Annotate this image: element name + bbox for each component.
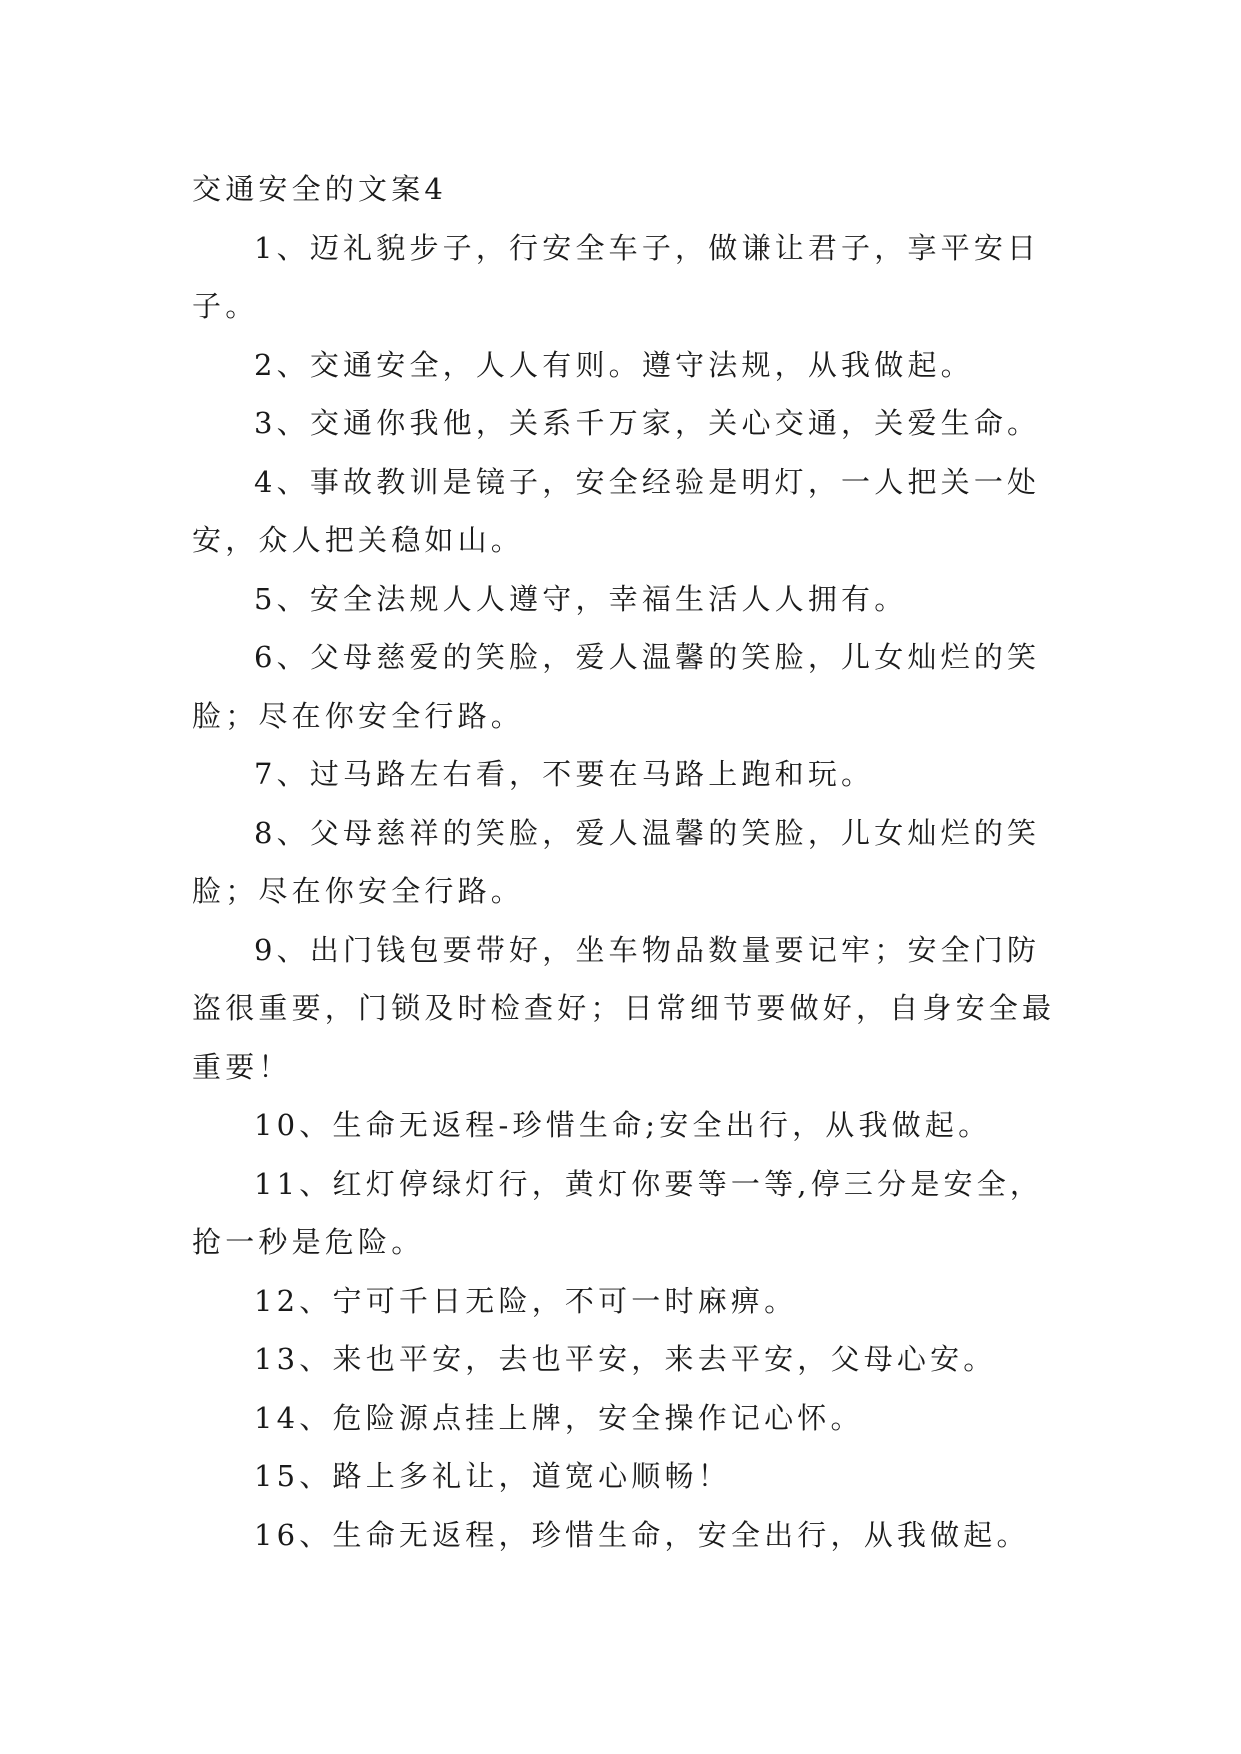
slogan-item: 7、过马路左右看，不要在马路上跑和玩。 [254, 757, 875, 791]
slogan-item: 1、迈礼貌步子，行安全车子，做谦让君子，享平安日子。 [192, 230, 1041, 323]
slogan-item: 14、危险源点挂上牌，安全操作记心怀。 [254, 1400, 864, 1435]
slogan-item: 15、路上多礼让，道宽心顺畅！ [254, 1459, 731, 1493]
slogan-item: 2、交通安全，人人有则。遵守法规，从我做起。 [254, 347, 974, 382]
slogan-item: 13、来也平安，去也平安，来去平安，父母心安。 [254, 1342, 997, 1376]
slogan-item: 6、父母慈爱的笑脸，爱人温馨的笑脸，儿女灿烂的笑脸；尽在你安全行路。 [192, 640, 1041, 733]
slogan-item: 9、出门钱包要带好，坐车物品数量要记牢；安全门防盗很重要，门锁及时检查好；日常细节要做好，自身安全最重要！ [192, 932, 1056, 1084]
slogan-item: 12、宁可千日无险，不可一时麻痹。 [254, 1283, 798, 1318]
slogan-item: 11、红灯停绿灯行，黄灯你要等一等,停三分是安全，抢一秒是危险。 [192, 1166, 1044, 1259]
document-title: 交通安全的文案4 [192, 172, 448, 206]
document-body [192, 160, 1056, 1564]
slogan-item: 16、生命无返程，珍惜生命，安全出行，从我做起。 [254, 1517, 1030, 1552]
slogan-item: 4、事故教训是镜子，安全经验是明灯，一人把关一处安，众人把关稳如山。 [192, 464, 1041, 557]
slogan-item: 8、父母慈祥的笑脸，爱人温馨的笑脸，儿女灿烂的笑脸；尽在你安全行路。 [192, 815, 1041, 908]
slogan-item: 3、交通你我他，关系千万家，关心交通，关爱生命。 [254, 406, 1041, 440]
slogan-item: 5、安全法规人人遵守，幸福生活人人拥有。 [254, 581, 908, 616]
slogan-item: 10、生命无返程-珍惜生命;安全出行，从我做起。 [254, 1108, 992, 1142]
